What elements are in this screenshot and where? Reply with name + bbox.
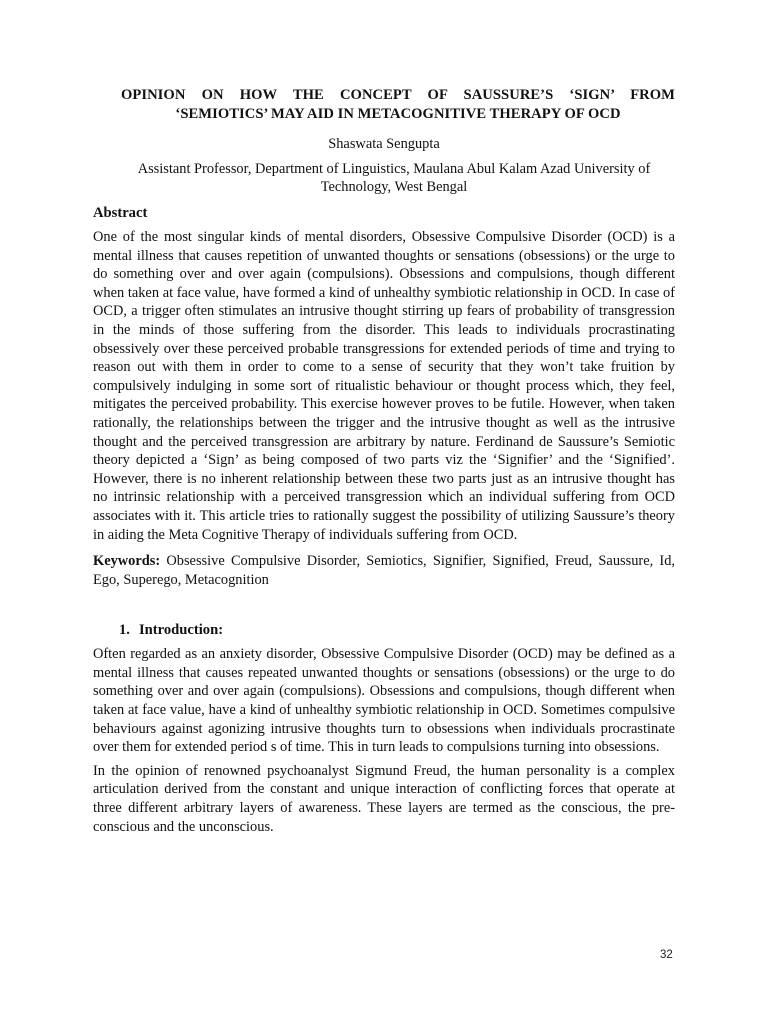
intro-paragraph-2: In the opinion of renowned psychoanalyst Sigmund Freud, the human personality is a complex articulation derived from the constant and unique interaction of conflicting forces that operate at three different arbitrary layers of awareness. These layers are termed as the conscious, the pre-conscious and the unconscious. [93, 762, 675, 835]
intro-paragraph-1: Often regarded as an anxiety disorder, Obsessive Compulsive Disorder (OCD) may be defined as a mental illness that causes repeated unwanted thoughts or sensations (obsessions) or the urge to do something over and over again (compulsions). Obsessions and compulsions, though different when taken at face value, have a kind of unhealthy symbiotic relationship in OCD. Sometimes compulsive behaviours against agonizing intrusive thoughts turn to obsessions when individuals procrastinate over them for extended period s of time. This in turn leads to compulsions turning into obsessions. [93, 646, 675, 756]
author-affiliation [93, 160, 675, 196]
page-number: 32 [660, 949, 673, 961]
title-line-2: ‘SEMIOTICS’ MAY AID IN METACOGNITIVE THERAPY OF OCD [175, 106, 621, 122]
author-name: Shaswata Sengupta [328, 136, 440, 152]
affiliation-line-1: Assistant Professor, Department of Linguistics, Maulana Abul Kalam Azad University of [137, 161, 651, 177]
section-number: 1. [119, 622, 130, 639]
section-title: Introduction: [139, 622, 224, 639]
abstract-text: One of the most singular kinds of mental disorders, Obsessive Compulsive Disorder (OCD) is a mental illness that causes repetition of unwanted thoughts or sensations (obsessions) or the urge to do something over and over again (compulsions). Obsessions and compulsions, though different when taken at face value, have formed a kind of unhealthy symbiotic relationship in OCD. In case of OCD, a trigger often stimulates an intrusive thought stirring up fears of probability of transgression in the minds of those suffering from the disorder. This leads to individuals procrastinating obsessively over these perceived probable transgressions for extended periods of time and trying to reason out with them in order to come to a sense of security that they won’t take fruition by compulsively indulging in some sort of ritualistic behaviour or thought process which, they feel, mitigates the perceived probability. This exercise however proves to be futile. However, when taken rationally, the relationships between the trigger and the intrusive thought as well as the intrusive thought and the perceived transgression are arbitrary by nature. Ferdinand de Saussure’s Semiotic theory depicted a ‘Sign’ as being composed of two parts viz the ‘Signifier’ and the ‘Signified’. However, there is no inherent relationship between these two parts just as an intrusive thought has no intrinsic relationship with a perceived transgression which an individual suffering from OCD associates with it. This article tries to rationally suggest the possibility of utilizing Saussure’s theory in aiding the Meta Cognitive Therapy of individuals suffering from OCD. [93, 229, 675, 543]
title-line-1: OPINION ON HOW THE CONCEPT OF SAUSSURE’S ‘SIGN’ FROM [121, 87, 675, 103]
affiliation-line-2: Technology, West Bengal [320, 179, 468, 195]
section-heading-introduction [93, 621, 675, 640]
paper-page [93, 86, 675, 836]
keywords [93, 552, 675, 589]
abstract-heading: Abstract [93, 205, 148, 221]
paper-title [93, 86, 675, 124]
keywords-label: Keywords: [93, 553, 161, 570]
keywords-text: Obsessive Compulsive Disorder, Semiotics, Signifier, Signified, Freud, Saussure, Id, Ego, Superego, Metacognition [93, 553, 675, 588]
